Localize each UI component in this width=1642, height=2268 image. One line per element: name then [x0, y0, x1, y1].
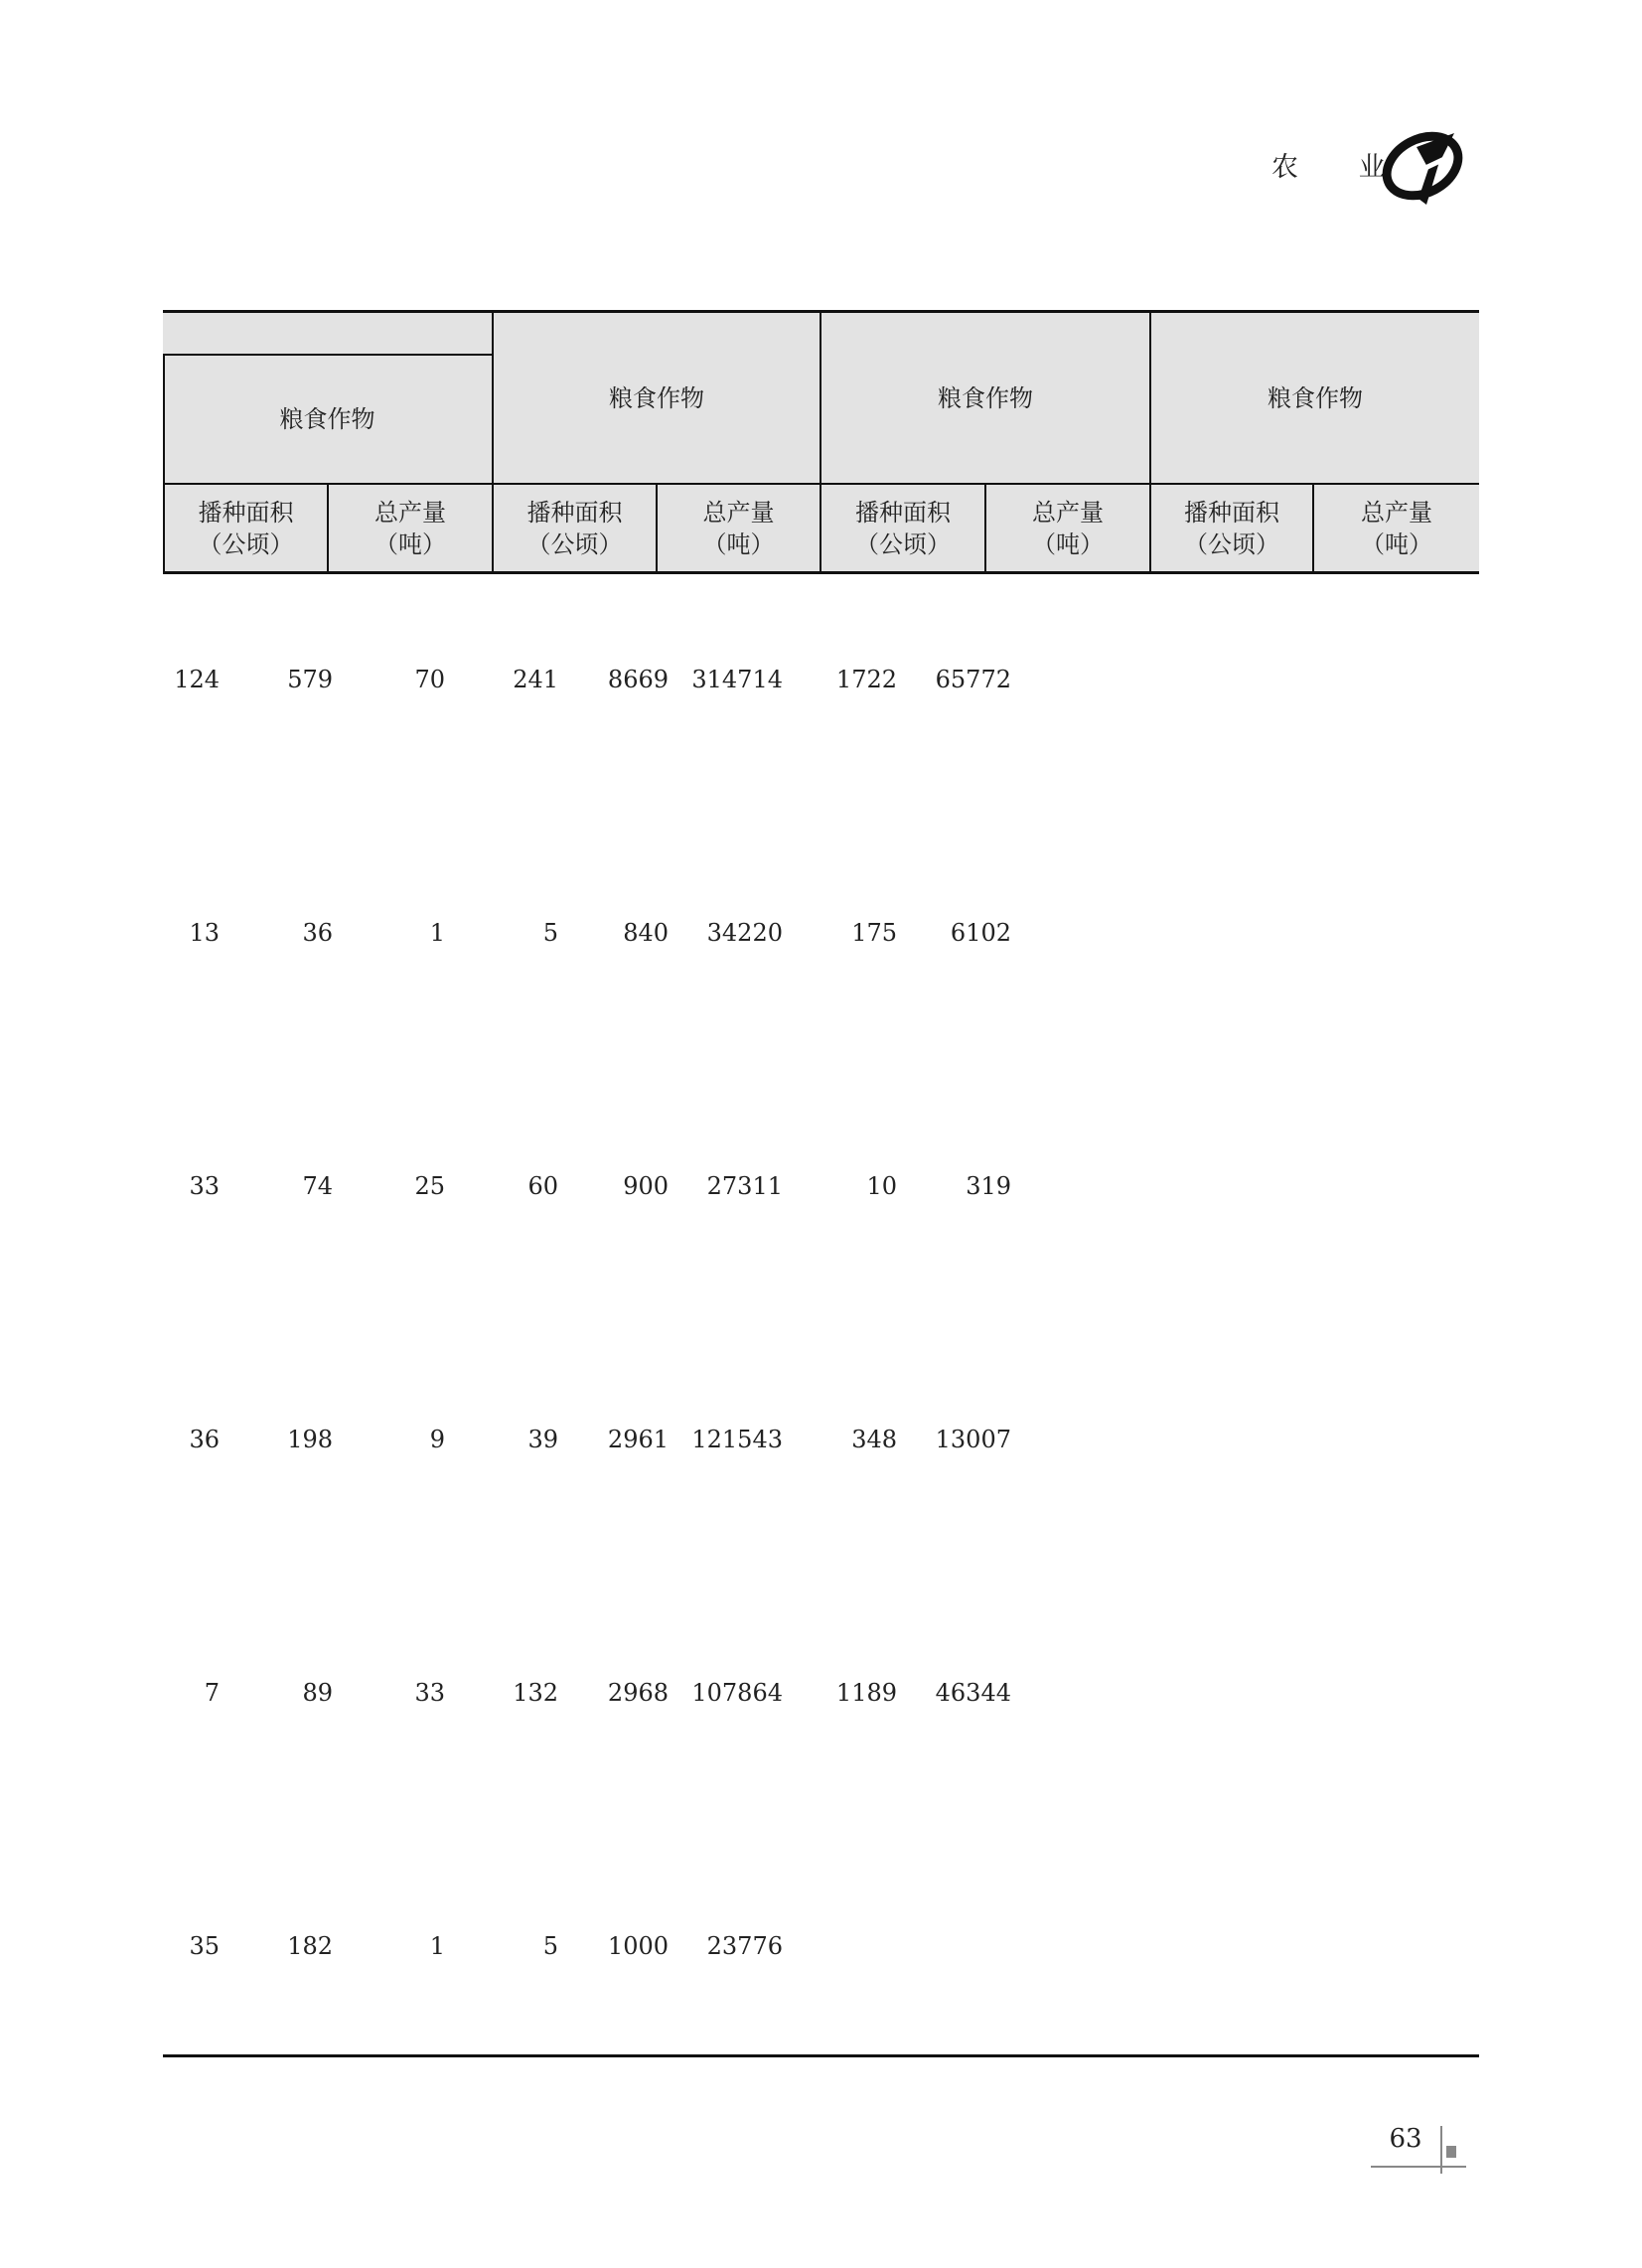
table-cell: 7 — [204, 1679, 220, 1707]
table-cell: 9 — [429, 1426, 445, 1453]
table-cell: 46344 — [935, 1679, 1011, 1707]
table-bottom-rule — [163, 2054, 1479, 2057]
table-cell: 198 — [287, 1426, 333, 1453]
sub-header-area-3 — [821, 485, 984, 571]
sub-header-line1: 播种面积 — [198, 498, 294, 527]
table-row — [163, 1420, 1479, 1459]
page-number-divider — [1440, 2126, 1442, 2174]
table-cell: 5 — [542, 1932, 558, 1960]
table-cell: 1189 — [835, 1679, 897, 1707]
table-cell: 23776 — [706, 1932, 783, 1960]
table-cell: 8669 — [607, 666, 669, 693]
sub-header-line2: （吨） — [374, 529, 446, 558]
sub-header-line1: 总产量 — [1032, 498, 1104, 527]
sub-header-line2: （吨） — [702, 529, 775, 558]
table-row — [163, 660, 1479, 699]
sub-header-area-4 — [1151, 485, 1312, 571]
group-header-4: 粮食作物 — [1268, 383, 1363, 412]
table-cell: 5 — [542, 919, 558, 947]
group-header-1: 粮食作物 — [279, 405, 375, 433]
table-header — [163, 310, 1479, 574]
sub-header-line2: （吨） — [1032, 529, 1104, 558]
sub-header-area-2 — [494, 485, 656, 571]
table-cell: 35 — [189, 1932, 220, 1960]
table-cell: 319 — [966, 1172, 1011, 1200]
table-cell: 60 — [527, 1172, 558, 1200]
group-header-2: 粮食作物 — [609, 383, 704, 412]
table-cell: 121543 — [691, 1426, 783, 1453]
table-cell: 314714 — [691, 666, 783, 693]
table-cell: 10 — [866, 1172, 897, 1200]
table-cell: 39 — [527, 1426, 558, 1453]
group-header-3: 粮食作物 — [938, 383, 1033, 412]
sub-header-line1: 总产量 — [1361, 498, 1432, 527]
page-number-rule — [1371, 2166, 1466, 2168]
table-cell: 900 — [623, 1172, 669, 1200]
running-head: 农 业 — [1271, 152, 1412, 183]
sub-header-line2: （公顷） — [198, 529, 294, 558]
table-cell: 2961 — [607, 1426, 669, 1453]
table-row — [163, 1166, 1479, 1206]
table-cell: 6102 — [950, 919, 1011, 947]
sub-header-line1: 总产量 — [374, 498, 446, 527]
sub-header-output-4 — [1314, 485, 1479, 571]
table-cell: 74 — [302, 1172, 333, 1200]
sub-header-line1: 总产量 — [702, 498, 775, 527]
table-cell: 1 — [429, 1932, 445, 1960]
table-cell: 348 — [851, 1426, 897, 1453]
table-cell: 107864 — [691, 1679, 783, 1707]
data-table — [163, 310, 1479, 1960]
table-cell: 182 — [287, 1932, 333, 1960]
table-cell: 175 — [851, 919, 897, 947]
table-cell: 36 — [302, 919, 333, 947]
table-cell: 13007 — [935, 1426, 1011, 1453]
sub-header-output-2 — [658, 485, 820, 571]
table-cell: 1000 — [607, 1932, 669, 1960]
table-cell: 25 — [414, 1172, 445, 1200]
table-cell: 13 — [189, 919, 220, 947]
sub-header-output-1 — [329, 485, 492, 571]
table-cell: 36 — [189, 1426, 220, 1453]
statistics-logo-icon — [1377, 125, 1468, 207]
table-row — [163, 913, 1479, 953]
table-cell — [862, 1926, 1011, 1966]
table-cell: 65772 — [935, 666, 1011, 693]
sub-header-line2: （公顷） — [855, 529, 951, 558]
table-cell: 1722 — [835, 666, 897, 693]
table-cell: 1 — [429, 919, 445, 947]
table-cell: 70 — [414, 666, 445, 693]
page-number-square-icon — [1446, 2146, 1456, 2158]
sub-header-line2: （公顷） — [526, 529, 623, 558]
table-cell: 89 — [302, 1679, 333, 1707]
table-cell: 27311 — [706, 1172, 783, 1200]
table-cell: 33 — [414, 1679, 445, 1707]
page-number: 63 — [1389, 2124, 1422, 2154]
table-cell: 132 — [513, 1679, 558, 1707]
table-cell: 34220 — [706, 919, 783, 947]
sub-header-line2: （吨） — [1361, 529, 1432, 558]
sub-header-line2: （公顷） — [1184, 529, 1279, 558]
table-cell: 33 — [189, 1172, 220, 1200]
table-cell: 840 — [623, 919, 669, 947]
sub-header-line1: 播种面积 — [855, 498, 951, 527]
table-cell: 2968 — [607, 1679, 669, 1707]
sub-header-output-3 — [986, 485, 1149, 571]
table-row — [163, 1673, 1479, 1713]
table-cell: 241 — [513, 666, 558, 693]
table-row — [163, 1926, 1479, 1966]
sub-header-line1: 播种面积 — [526, 498, 623, 527]
sub-header-area-1 — [165, 485, 327, 571]
table-cell: 579 — [287, 666, 333, 693]
table-cell: 124 — [174, 666, 220, 693]
sub-header-line1: 播种面积 — [1184, 498, 1279, 527]
